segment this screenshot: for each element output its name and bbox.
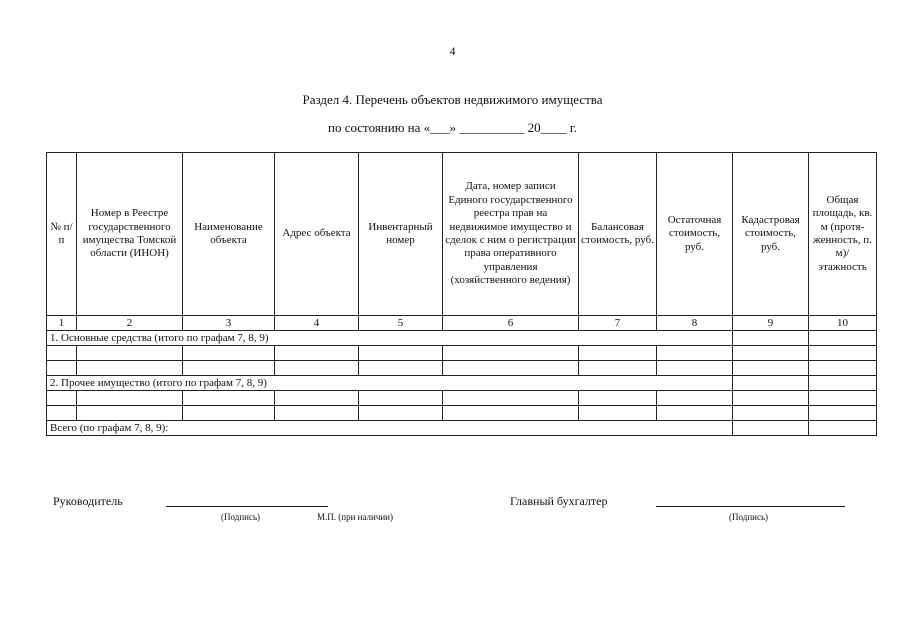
total-label: Всего (по графам 7, 8, 9): — [47, 421, 733, 436]
stamp-caption: М.П. (при наличии) — [317, 512, 393, 522]
table-cell[interactable] — [77, 406, 183, 421]
column-number: 4 — [275, 316, 359, 331]
header-cell-area: Общая площадь, кв. м (протя-женность, п. м)/ этажность — [809, 153, 877, 316]
column-number: 1 — [47, 316, 77, 331]
header-cell-residual-value: Остаточная стоимость, руб. — [657, 153, 733, 316]
accountant-signature-label: Главный бухгалтер — [510, 494, 608, 508]
table-cell[interactable] — [733, 406, 809, 421]
table-cell[interactable] — [359, 406, 443, 421]
table-cell[interactable] — [657, 391, 733, 406]
table-row — [47, 346, 877, 361]
section-row-other-property — [47, 376, 877, 391]
table-row — [47, 391, 877, 406]
column-number: 9 — [733, 316, 809, 331]
section-row-fixed-assets — [47, 331, 877, 346]
column-number: 3 — [183, 316, 275, 331]
column-number: 10 — [809, 316, 877, 331]
table-cell[interactable] — [809, 406, 877, 421]
table-cell[interactable] — [443, 406, 579, 421]
table-cell[interactable] — [47, 361, 77, 376]
column-number: 7 — [579, 316, 657, 331]
accountant-signature-line[interactable] — [656, 506, 845, 507]
table-cell[interactable] — [275, 361, 359, 376]
header-row — [47, 153, 877, 316]
table-cell[interactable] — [733, 421, 809, 436]
table-cell[interactable] — [579, 391, 657, 406]
header-cell-address: Адрес объекта — [275, 153, 359, 316]
header-cell-cadastral-value: Кадастровая стоимость, руб. — [733, 153, 809, 316]
section-label-fixed-assets: 1. Основные средства (итого по графам 7, 8, 9) — [47, 331, 733, 346]
table-cell[interactable] — [733, 346, 809, 361]
table-cell[interactable] — [47, 391, 77, 406]
table-cell[interactable] — [809, 346, 877, 361]
table-cell[interactable] — [47, 346, 77, 361]
header-cell-book-value: Балансовая стоимость, руб. — [579, 153, 657, 316]
table-cell[interactable] — [47, 406, 77, 421]
table-cell[interactable] — [579, 406, 657, 421]
table-cell[interactable] — [809, 331, 877, 346]
table-row — [47, 361, 877, 376]
table-cell[interactable] — [733, 331, 809, 346]
table-cell[interactable] — [275, 391, 359, 406]
head-signature-caption: (Подпись) — [221, 512, 261, 522]
column-number: 2 — [77, 316, 183, 331]
table-cell[interactable] — [657, 406, 733, 421]
total-row — [47, 421, 877, 436]
page-number: 4 — [449, 44, 456, 58]
table-cell[interactable] — [183, 346, 275, 361]
table-cell[interactable] — [733, 376, 809, 391]
table-cell[interactable] — [443, 346, 579, 361]
table-cell[interactable] — [275, 346, 359, 361]
table-cell[interactable] — [809, 361, 877, 376]
as-of-date-line: по состоянию на «___» __________ 20____ г. — [327, 120, 578, 135]
accountant-signature-caption: (Подпись) — [729, 512, 769, 522]
table-cell[interactable] — [183, 406, 275, 421]
property-register-table — [46, 152, 877, 436]
table-cell[interactable] — [443, 391, 579, 406]
header-cell-registry-number: Номер в Реестре государственного имущества Томской области (ИНОН) — [77, 153, 183, 316]
column-number: 6 — [443, 316, 579, 331]
table-cell[interactable] — [77, 346, 183, 361]
section-title: Раздел 4. Перечень объектов недвижимого имущества — [302, 92, 603, 107]
header-cell-inventory-number: Инвентарный номер — [359, 153, 443, 316]
table-cell[interactable] — [183, 361, 275, 376]
table-cell[interactable] — [275, 406, 359, 421]
section-label-other-property: 2. Прочее имущество (итого по графам 7, 8, 9) — [47, 376, 733, 391]
table-cell[interactable] — [579, 346, 657, 361]
column-number: 8 — [657, 316, 733, 331]
table-cell[interactable] — [183, 391, 275, 406]
header-cell-object-name: Наименование объекта — [183, 153, 275, 316]
table-cell[interactable] — [809, 421, 877, 436]
table-cell[interactable] — [657, 346, 733, 361]
table-cell[interactable] — [359, 361, 443, 376]
column-number-row — [47, 316, 877, 331]
header-cell-egrp-record: Дата, номер записи Единого государственного реестра прав на недвижимое имущество и сделок с ним о регистрации права оперативного управления (хозяйственного ведения) — [443, 153, 579, 316]
table-cell[interactable] — [359, 391, 443, 406]
table-cell[interactable] — [443, 361, 579, 376]
table-cell[interactable] — [733, 391, 809, 406]
table-cell[interactable] — [657, 361, 733, 376]
table-cell[interactable] — [733, 361, 809, 376]
table-row — [47, 406, 877, 421]
table-cell[interactable] — [77, 361, 183, 376]
table-cell[interactable] — [809, 376, 877, 391]
header-cell-index: № п/п — [47, 153, 77, 316]
table-cell[interactable] — [77, 391, 183, 406]
head-signature-label: Руководитель — [53, 494, 123, 508]
table-cell[interactable] — [579, 361, 657, 376]
table-cell[interactable] — [809, 391, 877, 406]
column-number: 5 — [359, 316, 443, 331]
head-signature-line[interactable] — [166, 506, 328, 507]
table-cell[interactable] — [359, 346, 443, 361]
